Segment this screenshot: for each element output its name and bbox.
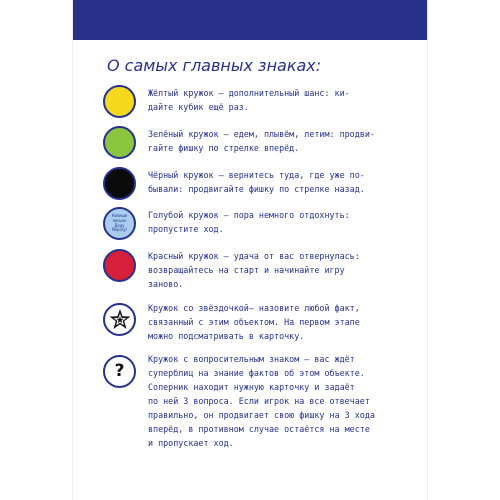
- header-band: [73, 0, 427, 40]
- description-line: дайте кубик ещё раз.: [148, 102, 249, 112]
- description-line: Голубой кружок — пора немного отдохнуть:: [148, 210, 350, 220]
- description-line: правильно, он продвигает свою фишку на 3 хода: [148, 410, 375, 420]
- description-line: можно подсматривать в карточку.: [148, 331, 305, 341]
- badge-line: Напиши: [111, 213, 128, 219]
- yellow-circle-icon: [103, 85, 136, 118]
- item-description-black: [148, 168, 418, 196]
- red-circle-icon: [103, 249, 136, 282]
- item-description-question: [148, 352, 418, 450]
- description-line: бывали: продвигайте фишку по стрелке назад.: [148, 184, 365, 194]
- description-line: возвращайтесь на старт и начинайте игру: [148, 265, 345, 275]
- description-line: Зелёный кружок — едем, плывём, летим: продви-: [148, 129, 375, 139]
- badge-line: письмо: [112, 217, 127, 223]
- page-title: О самых главных знаках:: [107, 56, 322, 75]
- description-line: Кружок со звёздочкой— назовите любой факт,: [148, 303, 360, 313]
- description-line: суперблиц на знание фактов об этом объекте.: [148, 368, 365, 378]
- description-line: связанный с этим объектом. На первом этапе: [148, 317, 360, 327]
- star-circle-icon: [103, 303, 136, 336]
- blue-letter-circle-icon: [103, 207, 136, 240]
- item-description-red: [148, 249, 418, 291]
- description-line: Чёрный кружок — вернитесь туда, где уже по-: [148, 170, 365, 180]
- star-icon: [108, 308, 132, 332]
- description-line: и пропускает ход.: [148, 438, 234, 448]
- item-description-star: [148, 301, 418, 343]
- description-line: заново.: [148, 279, 184, 289]
- rules-page: [73, 0, 427, 500]
- description-line: по ней 3 вопроса. Если игрок на все отвечает: [148, 396, 370, 406]
- letter-badge-text: [107, 214, 133, 232]
- badge-line: Деду: [114, 222, 125, 228]
- green-circle-icon: [103, 126, 136, 159]
- question-circle-icon: [103, 355, 136, 388]
- item-description-yellow: [148, 86, 418, 114]
- badge-line: Морозу!: [111, 227, 128, 233]
- description-line: Жёлтый кружок — дополнительный шанс: ки-: [148, 88, 350, 98]
- description-line: вперёд, в противном случае остаётся на месте: [148, 424, 370, 434]
- description-line: Кружок с вопросительным знаком — вас ждёт: [148, 354, 355, 364]
- question-mark-icon: ?: [114, 361, 125, 381]
- description-line: пропустите ход.: [148, 224, 224, 234]
- item-description-blue: [148, 208, 418, 236]
- item-description-green: [148, 127, 418, 155]
- description-line: Соперник находит нужную карточку и задаёт: [148, 382, 355, 392]
- description-line: Красный кружок — удача от вас отвернулась:: [148, 251, 360, 261]
- black-circle-icon: [103, 167, 136, 200]
- description-line: гайте фишку по стрелке вперёд.: [148, 143, 300, 153]
